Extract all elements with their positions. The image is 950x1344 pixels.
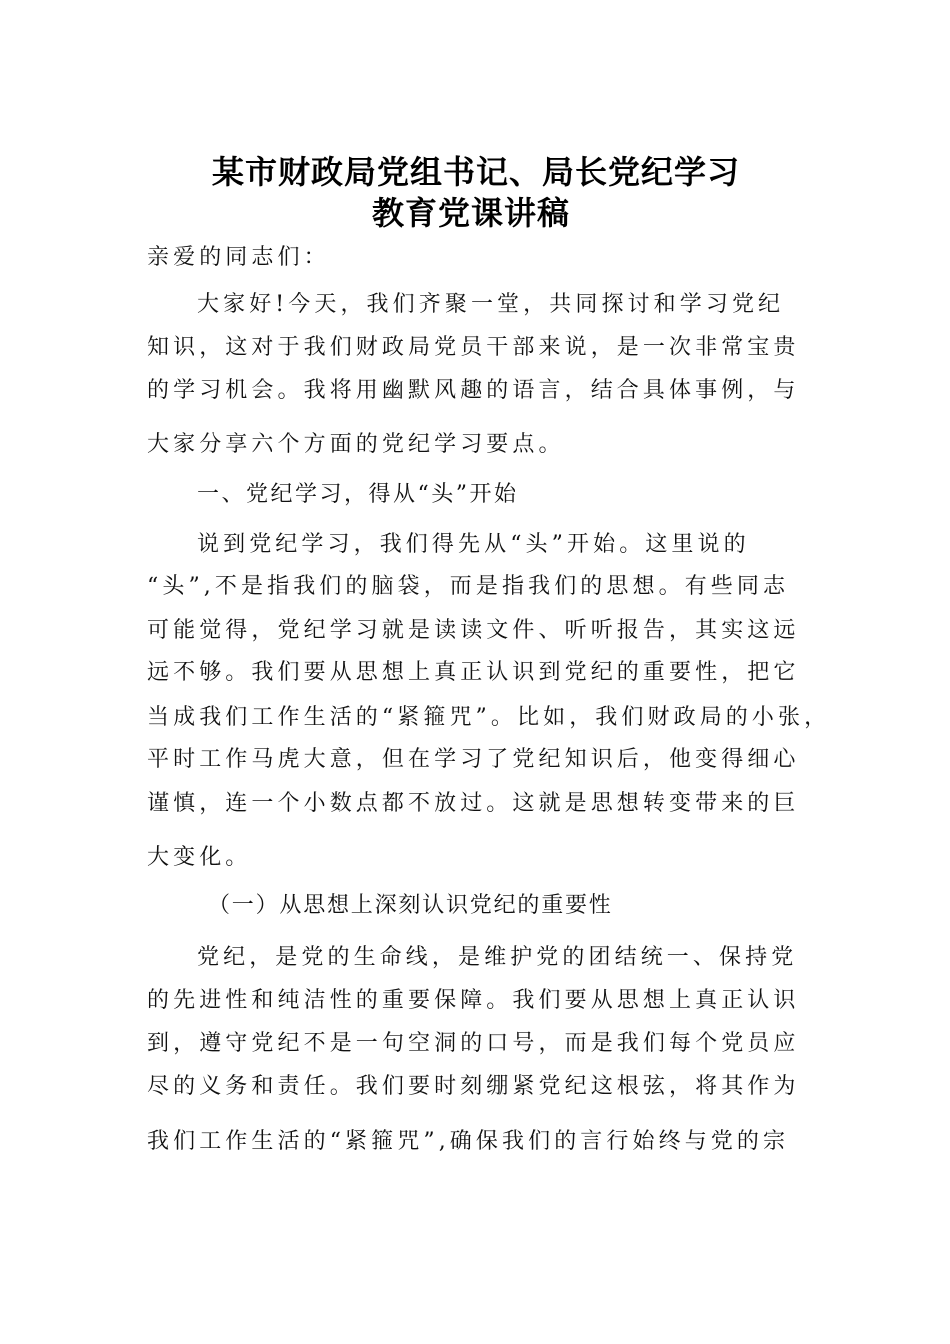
paragraph-line: 说到党纪学习，我们得先从“头”开始。这里说的 [197, 532, 750, 557]
paragraph-line: 党纪，是党的生命线，是维护党的团结统一、保持党 [197, 945, 798, 970]
paragraph-line: 知识，这对于我们财政局党员干部来说，是一次非常宝贵 [147, 335, 800, 360]
paragraph-line: 尽的义务和责任。我们要时刻绷紧党纪这根弦，将其作为 [147, 1074, 800, 1099]
paragraph-line: 当成我们工作生活的“紧箍咒”。比如，我们财政局的小张， [147, 705, 831, 730]
document-title-line-2: 教育党课讲稿 [372, 194, 571, 232]
subsection-heading: （一）从思想上深刻认识党纪的重要性 [208, 893, 613, 918]
paragraph-line: 大变化。 [147, 845, 252, 870]
paragraph-line: 平时工作马虎大意，但在学习了党纪知识后，他变得细心 [147, 747, 800, 772]
paragraph-line: 的学习机会。我将用幽默风趣的语言，结合具体事例，与 [147, 378, 800, 403]
section-heading: 一、党纪学习，得从“头”开始 [197, 482, 519, 507]
paragraph-line: 谨慎，连一个小数点都不放过。这就是思想转变带来的巨 [147, 791, 800, 816]
paragraph-line: 到，遵守党纪不是一句空洞的口号，而是我们每个党员应 [147, 1031, 800, 1056]
paragraph-line: 大家好!今天，我们齐聚一堂，共同探讨和学习党纪 [197, 292, 785, 317]
paragraph-line: 的先进性和纯洁性的重要保障。我们要从思想上真正认识 [147, 988, 800, 1013]
paragraph-line: “头”,不是指我们的脑袋，而是指我们的思想。有些同志 [147, 574, 790, 599]
paragraph-line: 我们工作生活的“紧箍咒”,确保我们的言行始终与党的宗 [147, 1129, 790, 1154]
salutation: 亲爱的同志们： [147, 245, 330, 270]
paragraph-line: 大家分享六个方面的党纪学习要点。 [147, 432, 565, 457]
document-title-line-1: 某市财政局党组书记、局长党纪学习 [212, 153, 741, 191]
paragraph-line: 远不够。我们要从思想上真正认识到党纪的重要性，把它 [147, 660, 800, 685]
paragraph-line: 可能觉得，党纪学习就是读读文件、听听报告，其实这远 [147, 618, 800, 643]
